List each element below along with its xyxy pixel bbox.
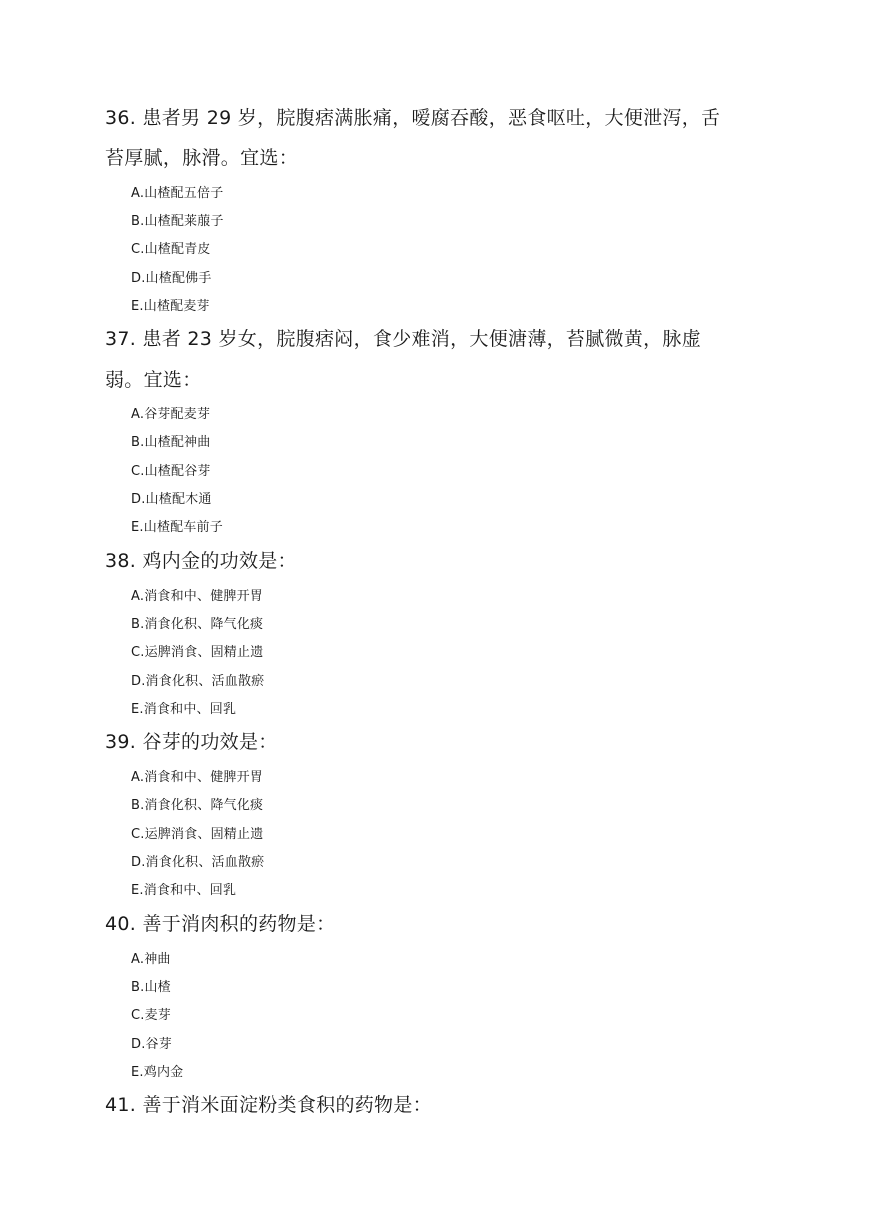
- question-40-option-c: C.麦芽: [131, 1008, 172, 1023]
- question-39-line-1: 39. 谷芽的功效是：: [105, 731, 278, 753]
- question-37-option-a: A.谷芽配麦芽: [131, 407, 211, 422]
- question-39-option-a: A.消食和中、健脾开胃: [131, 770, 263, 785]
- question-39-option-e: E.消食和中、回乳: [131, 883, 237, 898]
- question-38-option-b: B.消食化积、降气化痰: [131, 617, 264, 632]
- question-40-option-d: D.谷芽: [131, 1037, 172, 1052]
- question-41-line-1: 41. 善于消米面淀粉类食积的药物是：: [105, 1094, 432, 1116]
- question-36-line-2: 苔厚腻，脉滑。宜选：: [105, 147, 299, 169]
- question-37-option-d: D.山楂配木通: [131, 492, 212, 507]
- question-40-line-1: 40. 善于消肉积的药物是：: [105, 913, 336, 935]
- question-40-option-a: A.神曲: [131, 952, 171, 967]
- question-37-option-c: C.山楂配谷芽: [131, 464, 211, 479]
- question-36-option-e: E.山楂配麦芽: [131, 299, 210, 314]
- question-39-option-b: B.消食化积、降气化痰: [131, 798, 264, 813]
- question-36-option-c: C.山楂配青皮: [131, 242, 211, 257]
- question-37-option-b: B.山楂配神曲: [131, 435, 211, 450]
- question-40-option-e: E.鸡内金: [131, 1065, 184, 1080]
- question-36-option-a: A.山楂配五倍子: [131, 186, 224, 201]
- question-38-line-1: 38. 鸡内金的功效是：: [105, 550, 297, 572]
- question-39-option-c: C.运脾消食、固精止遗: [131, 827, 264, 842]
- question-38-option-c: C.运脾消食、固精止遗: [131, 645, 264, 660]
- question-39-option-d: D.消食化积、活血散瘀: [131, 855, 265, 870]
- question-37-line-1: 37. 患者 23 岁女，脘腹痞闷，食少难消，大便溏薄，苔腻微黄，脉虚: [105, 328, 702, 350]
- question-40-option-b: B.山楂: [131, 980, 171, 995]
- question-37-option-e: E.山楂配车前子: [131, 520, 223, 535]
- question-36-option-b: B.山楂配莱菔子: [131, 214, 224, 229]
- question-38-option-e: E.消食和中、回乳: [131, 702, 237, 717]
- question-36-option-d: D.山楂配佛手: [131, 271, 212, 286]
- question-37-line-2: 弱。宜选：: [105, 369, 202, 391]
- question-38-option-a: A.消食和中、健脾开胃: [131, 589, 263, 604]
- question-36-line-1: 36. 患者男 29 岁，脘腹痞满胀痛，嗳腐吞酸，恶食呕吐，大便泄泻，舌: [105, 107, 721, 129]
- question-38-option-d: D.消食化积、活血散瘀: [131, 674, 265, 689]
